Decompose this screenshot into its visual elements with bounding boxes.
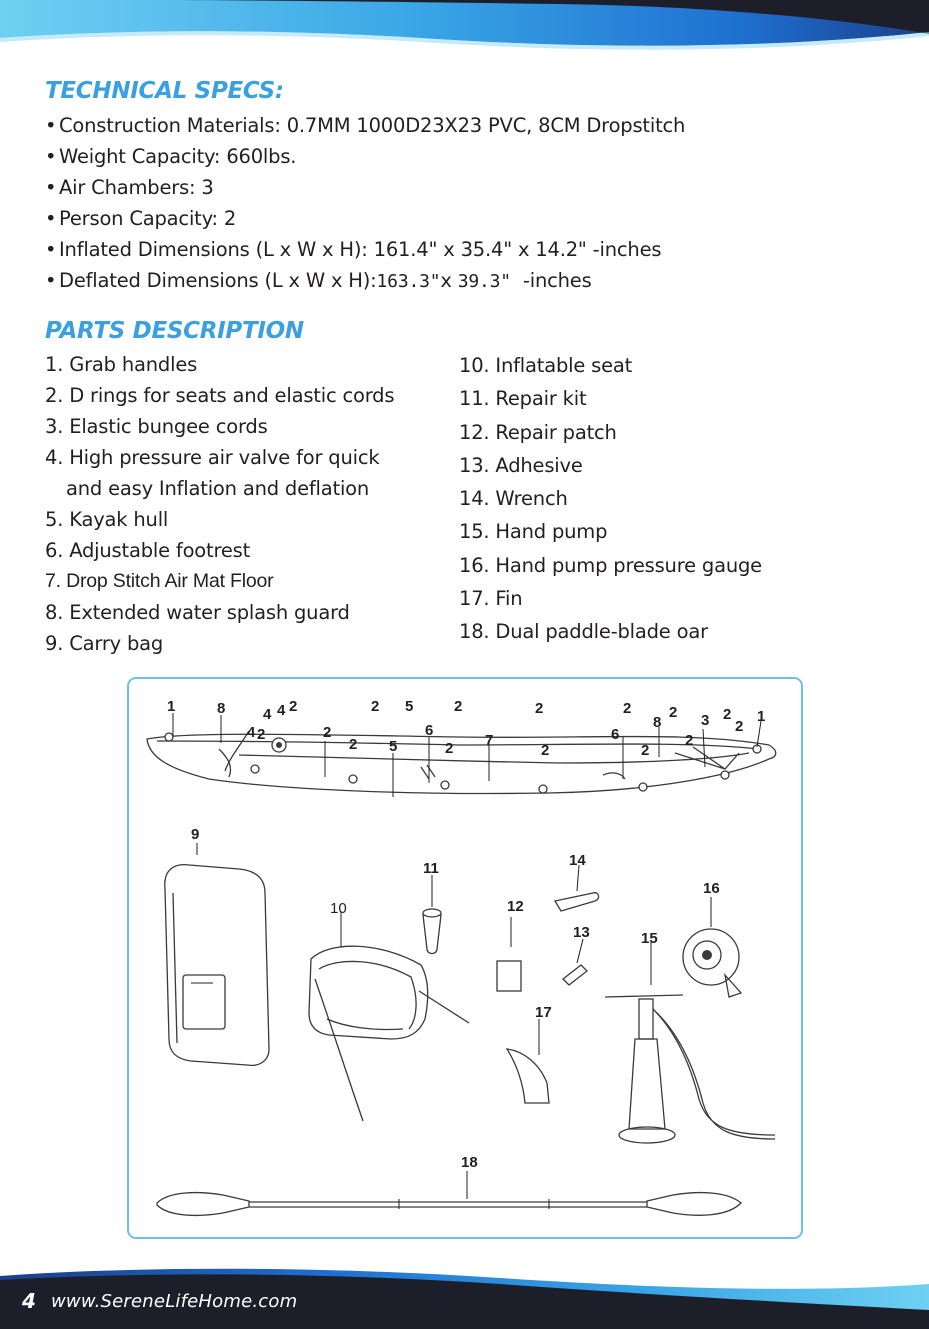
callout-label: 2 bbox=[349, 736, 358, 753]
callout-label: 12 bbox=[507, 898, 524, 915]
page-number: 4 bbox=[22, 1289, 36, 1313]
part-item: 18. Dual paddle-blade oar bbox=[459, 620, 708, 644]
callout-label: 16 bbox=[703, 880, 720, 897]
part-item: 15. Hand pump bbox=[459, 520, 608, 544]
part-item: 1. Grab handles bbox=[45, 353, 198, 376]
parts-diagram-drawing bbox=[129, 679, 801, 1237]
top-header-band bbox=[0, 0, 929, 60]
kayak-callout-numbers bbox=[167, 698, 765, 759]
spec-item: • Air Chambers: 3 bbox=[45, 176, 214, 199]
part-item: 12. Repair patch bbox=[459, 420, 617, 444]
part-item: 7. Drop Stitch Air Mat Floor bbox=[45, 570, 274, 592]
part-item: 3. Elastic bungee cords bbox=[45, 415, 268, 438]
callout-label: 2 bbox=[623, 700, 632, 717]
adhesive-illustration bbox=[563, 924, 590, 985]
seat-illustration bbox=[309, 900, 469, 1121]
part-item: 17. Fin bbox=[459, 587, 523, 611]
callout-label: 1 bbox=[757, 708, 766, 725]
pressure-gauge-illustration bbox=[683, 880, 741, 997]
technical-specs-heading: TECHNICAL SPECS: bbox=[45, 78, 284, 104]
parts-description-heading: PARTS DESCRIPTION bbox=[45, 318, 304, 344]
part-item: 6. Adjustable footrest bbox=[45, 539, 251, 562]
repair-kit-illustration bbox=[423, 860, 441, 954]
callout-label: 2 bbox=[641, 742, 650, 759]
callout-label: 2 bbox=[535, 700, 544, 717]
callout-label: 1 bbox=[167, 698, 176, 715]
callout-label: 8 bbox=[653, 714, 662, 731]
fin-illustration bbox=[507, 1004, 552, 1103]
parts-list-left bbox=[45, 349, 394, 659]
callout-label: 4 bbox=[247, 724, 256, 741]
spec-item: • Weight Capacity: 660lbs. bbox=[45, 145, 297, 168]
callout-label: 2 bbox=[445, 740, 454, 757]
callout-label: 3 bbox=[701, 712, 710, 729]
paddle-illustration bbox=[157, 1154, 741, 1215]
parts-diagram bbox=[127, 677, 803, 1239]
part-item: 10. Inflatable seat bbox=[459, 354, 633, 377]
callout-label: 8 bbox=[217, 700, 226, 717]
spec-item: • Deflated Dimensions (L x W x H):163.3"x 39.3" -inches bbox=[45, 269, 592, 292]
part-item: 5. Kayak hull bbox=[45, 508, 169, 531]
spec-item: • Person Capacity: 2 bbox=[45, 207, 237, 230]
callout-label: 4 bbox=[277, 702, 286, 719]
callout-label: 2 bbox=[454, 698, 463, 715]
part-item: 11. Repair kit bbox=[459, 387, 587, 411]
callout-label: 11 bbox=[423, 860, 439, 877]
part-item: 13. Adhesive bbox=[459, 453, 583, 477]
callout-label: 2 bbox=[257, 726, 266, 743]
part-item: 4. High pressure air valve for quick bbox=[45, 446, 380, 469]
callout-label: 6 bbox=[425, 722, 434, 739]
hand-pump-illustration bbox=[605, 930, 775, 1143]
callout-label: 2 bbox=[541, 742, 550, 759]
website-url: www.SereneLifeHome.com bbox=[51, 1291, 298, 1312]
callout-label: 9 bbox=[191, 826, 200, 843]
callout-label: 10 bbox=[330, 900, 347, 917]
spec-item: • Inflated Dimensions (L x W x H): 161.4" x 35.4" x 14.2" -inches bbox=[45, 238, 662, 261]
part-item: 8. Extended water splash guard bbox=[45, 601, 350, 624]
callout-label: 4 bbox=[263, 706, 272, 723]
callout-label: 2 bbox=[371, 698, 380, 715]
kayak-illustration bbox=[147, 731, 776, 793]
carry-bag-illustration bbox=[165, 826, 269, 1065]
callout-label: 2 bbox=[685, 732, 694, 749]
wrench-illustration bbox=[555, 852, 599, 911]
technical-specs-list bbox=[45, 110, 685, 296]
callout-label: 14 bbox=[569, 852, 586, 869]
callout-label: 5 bbox=[405, 698, 414, 715]
part-item: 9. Carry bag bbox=[45, 632, 164, 655]
spec-item: • Construction Materials: 0.7MM 1000D23X23 PVC, 8CM Dropstitch bbox=[45, 114, 686, 137]
callout-label: 5 bbox=[389, 738, 398, 755]
callout-label: 6 bbox=[611, 726, 620, 743]
part-item: 2. D rings for seats and elastic cords bbox=[45, 384, 395, 407]
callout-label: 7 bbox=[485, 732, 494, 749]
callout-label: 17 bbox=[535, 1004, 552, 1021]
callout-label: 18 bbox=[461, 1154, 478, 1171]
callout-label: 2 bbox=[323, 724, 332, 741]
callout-label: 2 bbox=[669, 704, 678, 721]
callout-label: 15 bbox=[641, 930, 658, 947]
part-item: 14. Wrench bbox=[459, 487, 568, 511]
callout-label: 2 bbox=[289, 698, 298, 715]
part-item: 16. Hand pump pressure gauge bbox=[459, 553, 762, 577]
parts-list-right bbox=[459, 349, 762, 649]
callout-label: 13 bbox=[573, 924, 590, 941]
part-item-continuation: and easy Inflation and deflation bbox=[66, 477, 370, 500]
callout-label: 2 bbox=[723, 706, 732, 723]
repair-patch-illustration bbox=[497, 898, 524, 991]
callout-label: 2 bbox=[735, 718, 744, 735]
